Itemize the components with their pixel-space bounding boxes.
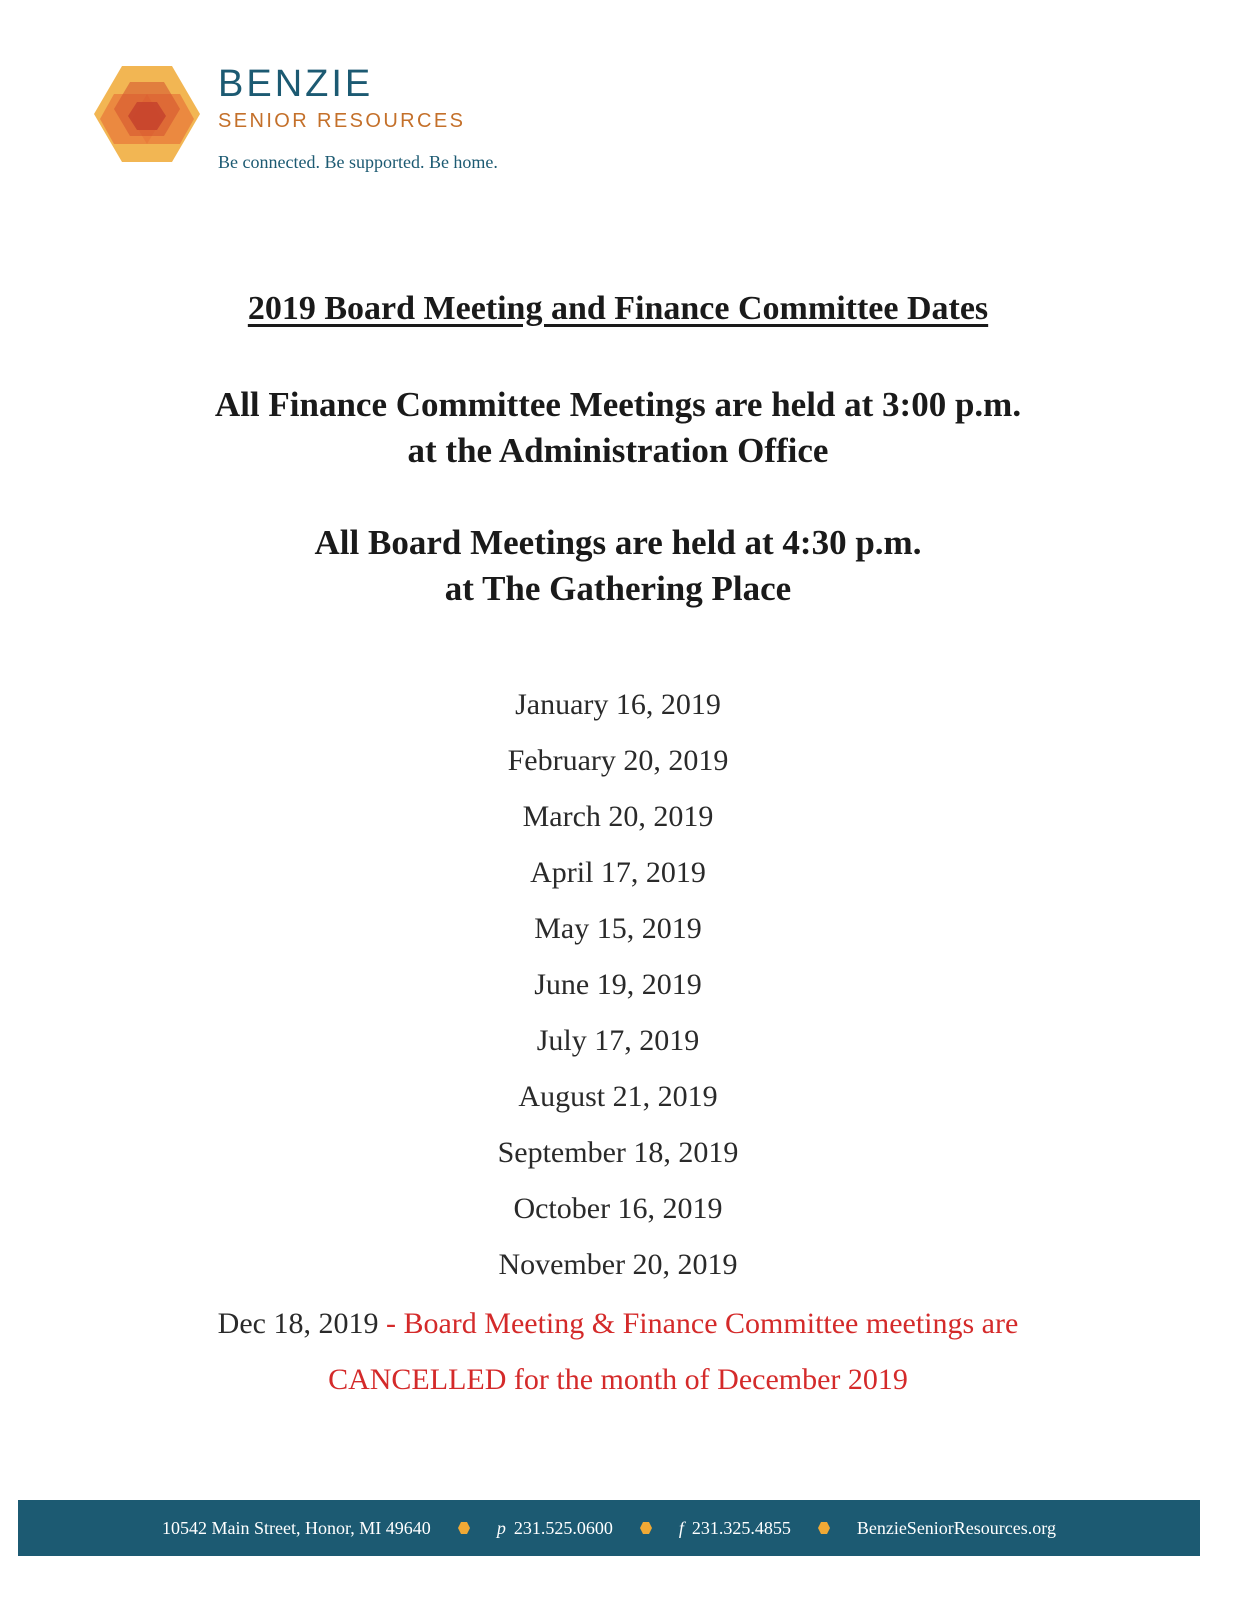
brand-tagline: Be connected. Be supported. Be home. [218,152,498,172]
phone-label: p [496,1517,506,1538]
board-info [0,520,1236,612]
cancellation-text-2: CANCELLED for the month of December 2019 [328,1363,908,1396]
fax-label: f [678,1517,684,1538]
meeting-date: March 20, 2019 [522,800,714,833]
benzie-logo-icon [92,64,202,164]
meeting-date: January 16, 2019 [515,688,721,721]
meeting-date: May 15, 2019 [534,912,702,945]
december-date: Dec 18, 2019 [217,1307,379,1340]
footer-phone [497,1518,613,1539]
board-line-2: at The Gathering Place [444,569,792,608]
meeting-date: August 21, 2019 [518,1080,718,1113]
phone-number: 231.525.0600 [513,1517,613,1538]
meeting-date: October 16, 2019 [513,1192,723,1225]
december-cancellation-notice [0,1296,1236,1408]
meeting-dates-list [0,680,1236,1296]
page-title: 2019 Board Meeting and Finance Committee Dates [247,290,989,327]
brand-subtitle: SENIOR RESOURCES [218,110,466,132]
hexagon-bullet-icon [817,1521,831,1535]
meeting-date: June 19, 2019 [534,968,702,1001]
footer-website[interactable]: BenzieSeniorResources.org [856,1517,1056,1538]
december-line-1 [0,1296,1236,1352]
brand-block [218,62,498,173]
footer-bar [18,1500,1200,1556]
footer-fax [679,1518,791,1539]
finance-info [0,382,1236,474]
finance-line-1: All Finance Committee Meetings are held at 3:00 p.m. [214,385,1022,424]
meeting-date: July 17, 2019 [536,1024,700,1057]
meeting-date: February 20, 2019 [507,744,729,777]
hexagon-bullet-icon [639,1521,653,1535]
brand-name: BENZIE [218,63,374,105]
meeting-date: September 18, 2019 [497,1136,739,1169]
meeting-date: April 17, 2019 [530,856,706,889]
board-line-1: All Board Meetings are held at 4:30 p.m. [314,523,922,562]
footer-address: 10542 Main Street, Honor, MI 49640 [162,1517,431,1538]
hexagon-bullet-icon [457,1521,471,1535]
cancellation-text-1: - Board Meeting & Finance Committee meetings are [378,1307,1019,1340]
fax-number: 231.325.4855 [691,1517,791,1538]
finance-line-2: at the Administration Office [407,431,829,470]
meeting-date: November 20, 2019 [498,1248,738,1281]
